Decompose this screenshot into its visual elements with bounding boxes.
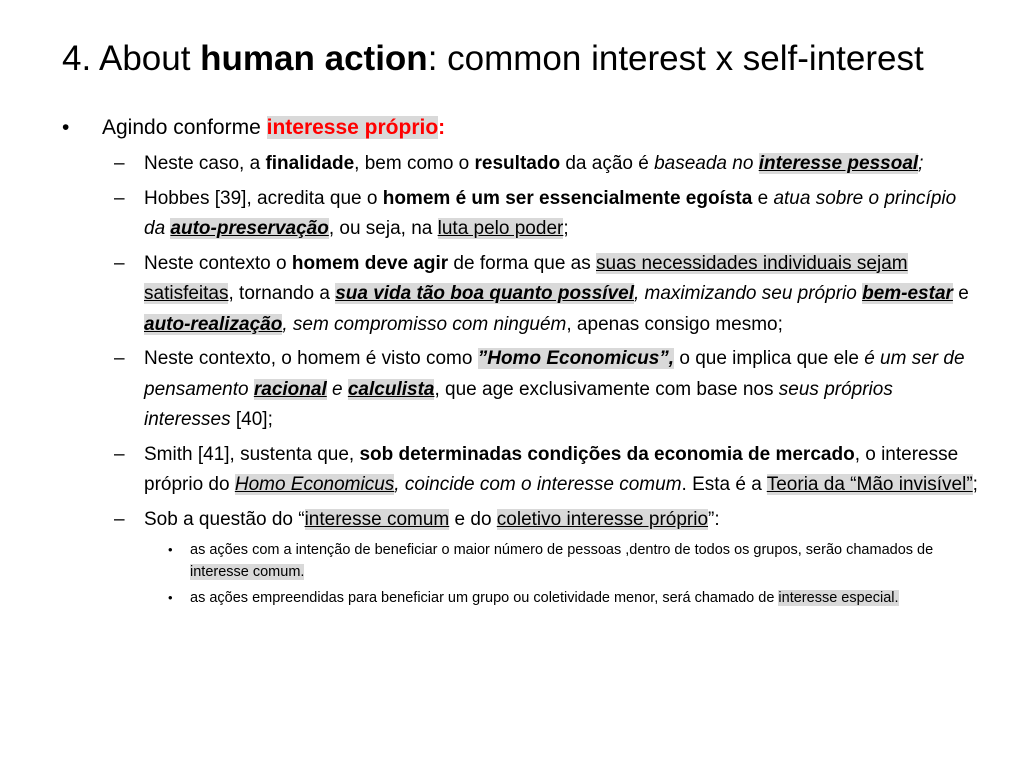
list-item [114,505,982,536]
text: o que implica que ele [674,348,865,369]
italic-text: , coincide com o interesse comum [394,474,682,495]
highlight-text: ”Homo Economicus”, [477,348,675,369]
dash-marker: – [114,443,125,465]
bold-text: homem é um ser essencialmente egoísta [382,187,753,209]
highlight-text: auto-realização [144,313,283,335]
bullet-marker: • [168,542,173,557]
text: Neste contexto, o homem é visto como [144,348,478,369]
slide-content [62,112,982,613]
highlight-text: calculista [347,378,435,400]
text: Hobbes [39], acredita que o [144,187,383,209]
highlight-text: interesse comum. [190,564,305,580]
text: . Esta é a [681,474,767,495]
text: Smith [41], sustenta que, [144,443,360,465]
text: ; [972,474,978,495]
list-item [114,440,982,501]
dash-marker: – [114,508,125,530]
highlight-text: luta pelo poder [437,218,564,239]
text: [40]; [230,409,273,430]
highlight-text: interesse especial. [778,590,899,606]
dash-marker: – [114,187,125,209]
bullet-colon: : [438,116,446,139]
text: Neste caso, a [144,153,266,174]
highlight-text: interesse comum [304,508,450,530]
text: , que age exclusivamente com base nos [434,378,779,400]
italic-text: , sem compromisso com ninguém [282,313,567,335]
text: , apenas consigo mesmo; [566,313,783,335]
title-prefix: 4. About [62,39,201,78]
highlight-text: coletivo interesse próprio [496,508,709,530]
bullet-level1 [62,112,982,143]
text: , o interesse próprio do [144,443,959,495]
list-item [114,184,982,245]
highlight-text: racional [253,378,327,400]
highlight-text: Homo Economicus [234,474,395,495]
list-item [114,344,982,436]
highlight-text: bem-estar [862,283,953,304]
title-suffix: : common interest x self-interest [427,39,924,78]
italic-text: atua sobre o princípio da [144,187,957,239]
italic-text: e [326,378,348,400]
dash-marker: – [114,252,125,274]
sub-list-item [168,587,982,609]
italic-text: baseada no [654,153,759,174]
text: Neste contexto o [144,252,292,274]
text: , ou seja, na [328,218,438,239]
dash-marker: – [114,153,125,174]
highlight-text: Teoria da “Mão invisível” [766,474,973,495]
text: ”: [708,508,720,530]
highlight-text: sua vida tão boa quanto possível [335,283,634,304]
title-bold: human action [200,39,428,78]
dash-marker: – [114,348,125,369]
highlight-self-interest: interesse próprio [266,116,439,139]
text: e [752,187,774,209]
text: da ação é [560,153,655,174]
italic-text: , maximizando seu próprio [633,283,863,304]
highlight-text: suas necessidades individuais sejam satisfeitas [144,252,908,304]
bold-text: sob determinadas condições da economia de mercado [359,443,855,465]
sub-list-item [168,539,982,583]
text: , bem como o [354,153,475,174]
text: e [952,283,969,304]
text: ; [563,218,569,239]
text: de forma que as [448,252,597,274]
text: , tornando a [228,283,336,304]
text: as ações empreendidas para beneficiar um grupo ou coletividade menor, será chamado de [190,590,779,606]
bold-text: finalidade [265,153,355,174]
text: Sob a questão do “ [144,508,305,530]
list-item [114,249,982,341]
italic-text: ; [918,153,924,174]
italic-text: seus próprios interesses [144,378,893,430]
bullet-marker: • [62,116,70,139]
slide-title [62,38,924,80]
bullet-marker: • [168,590,173,605]
bullet-text: Agindo conforme [102,116,267,139]
list-item [114,149,982,180]
text: as ações com a intenção de beneficiar o maior número de pessoas ,dentro de todos os grupos, serão chamados de [190,542,934,558]
bold-text: resultado [474,153,561,174]
highlight-text: auto-preservação [170,218,329,239]
highlight-text: interesse pessoal [758,153,919,174]
text: e do [449,508,497,530]
italic-text: é um ser de pensamento [144,348,965,400]
bold-text: homem deve agir [291,252,449,274]
